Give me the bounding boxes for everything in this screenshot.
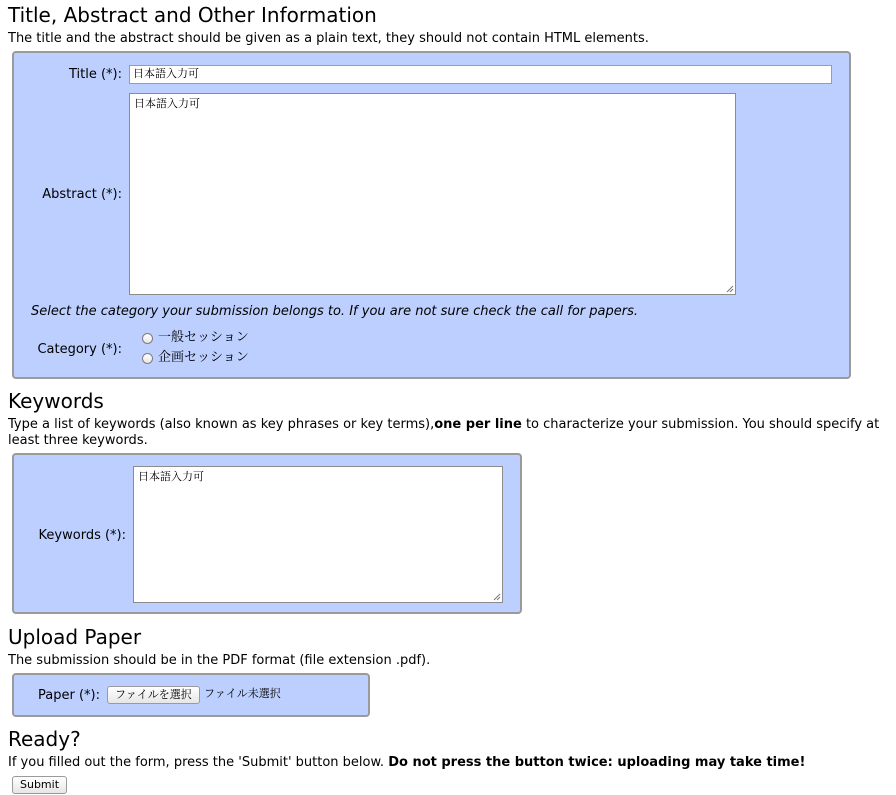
choose-file-button[interactable]: ファイルを選択 <box>107 686 200 704</box>
ready-desc-bold: Do not press the button twice: uploading may take time! <box>388 755 806 770</box>
abstract-textarea-value: 日本語入力可 <box>134 97 200 110</box>
category-label: Category (*): <box>37 342 122 357</box>
category-option-label: 企画セッション <box>158 350 249 365</box>
section-heading-title-abstract: Title, Abstract and Other Information <box>8 3 377 27</box>
title-input-value: 日本語入力可 <box>133 67 199 80</box>
title-input[interactable] <box>129 65 832 84</box>
category-hint: Select the category your submission belongs to. If you are not sure check the call for papers. <box>31 304 638 319</box>
keywords-panel <box>12 453 522 614</box>
abstract-label: Abstract (*): <box>42 187 122 202</box>
keywords-description-line2: least three keywords. <box>8 433 148 448</box>
paper-label: Paper (*): <box>38 688 100 703</box>
section-description: The title and the abstract should be given as a plain text, they should not contain HTML elements. <box>8 31 649 46</box>
upload-description: The submission should be in the PDF format (file extension .pdf). <box>8 653 431 668</box>
keywords-textarea[interactable] <box>133 466 503 603</box>
keywords-desc-bold: one per line <box>434 417 522 432</box>
title-abstract-panel <box>12 51 851 379</box>
ready-desc-normal: If you filled out the form, press the 'Submit' button below. <box>8 755 389 770</box>
category-option-planned[interactable] <box>142 350 249 366</box>
keywords-desc-part2: to characterize your submission. You should specify at <box>521 417 880 432</box>
section-heading-ready: Ready? <box>8 727 81 751</box>
section-heading-upload: Upload Paper <box>8 625 142 649</box>
title-label: Title (*): <box>68 67 122 82</box>
category-option-general[interactable] <box>142 330 249 346</box>
section-heading-keywords: Keywords <box>8 389 104 413</box>
submit-button[interactable]: Submit <box>12 776 67 794</box>
radio-icon[interactable] <box>142 333 153 344</box>
resize-grip-icon[interactable] <box>726 285 734 293</box>
keywords-desc-part1: Type a list of keywords (also known as key phrases or key terms), <box>8 417 435 432</box>
radio-icon[interactable] <box>142 353 153 364</box>
keywords-textarea-value: 日本語入力可 <box>138 470 204 483</box>
category-option-label: 一般セッション <box>158 330 249 345</box>
file-status: ファイル未選択 <box>204 687 281 700</box>
ready-description <box>8 755 805 771</box>
resize-grip-icon[interactable] <box>493 593 501 601</box>
upload-panel <box>12 673 370 717</box>
keywords-description <box>8 417 894 433</box>
abstract-textarea[interactable] <box>129 93 736 295</box>
keywords-label: Keywords (*): <box>38 528 126 543</box>
